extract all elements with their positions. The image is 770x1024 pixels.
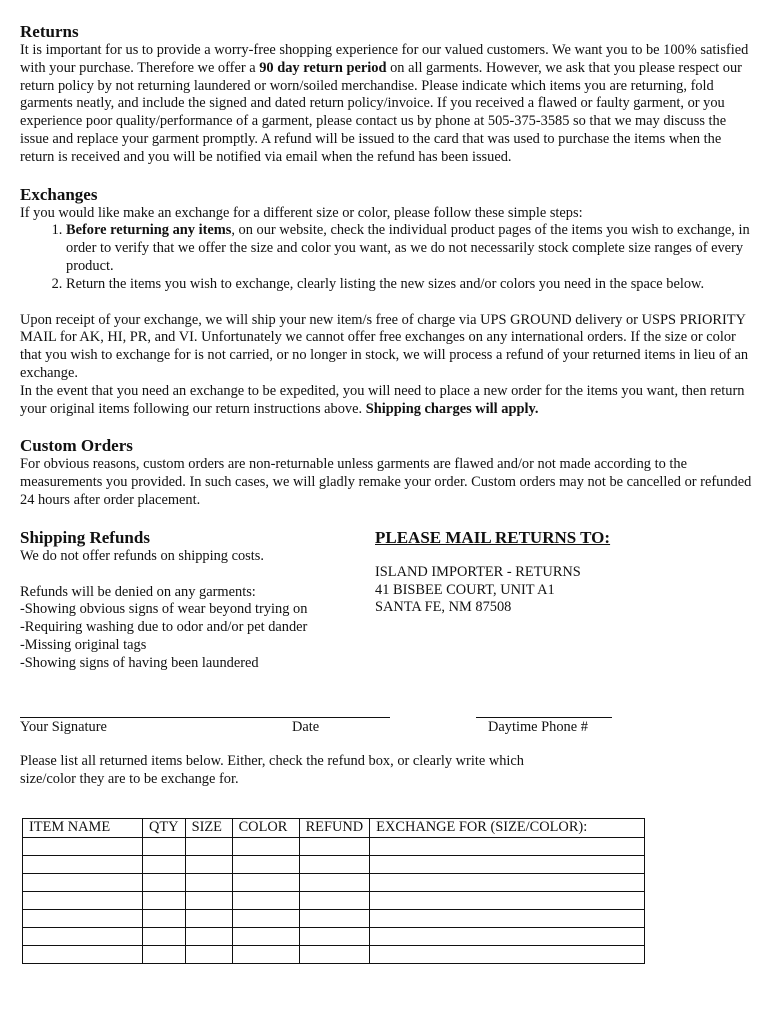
- exchange-for-cell[interactable]: [370, 873, 645, 891]
- shipping-charges-bold: Shipping charges will apply.: [365, 400, 539, 417]
- exchanges-heading: Exchanges: [20, 184, 98, 204]
- color-cell[interactable]: [232, 855, 299, 873]
- size-cell[interactable]: [185, 909, 232, 927]
- qty-cell[interactable]: [143, 891, 186, 909]
- refund-cell[interactable]: [299, 891, 370, 909]
- item-name-cell[interactable]: [23, 873, 143, 891]
- address-line: SANTA FE, NM 87508: [375, 599, 512, 616]
- refund-cell[interactable]: [299, 873, 370, 891]
- exchanges-intro: If you would like make an exchange for a different size or color, please follow these simple steps:: [20, 204, 583, 221]
- size-cell[interactable]: [185, 855, 232, 873]
- table-row: [23, 909, 645, 927]
- header-refund: REFUND: [299, 819, 370, 838]
- size-cell[interactable]: [185, 927, 232, 945]
- returns-paragraph: [20, 42, 752, 167]
- size-cell[interactable]: [185, 873, 232, 891]
- address-line: 41 BISBEE COURT, UNIT A1: [375, 581, 555, 598]
- item-name-cell[interactable]: [23, 855, 143, 873]
- item-name-cell[interactable]: [23, 909, 143, 927]
- custom-orders-heading: Custom Orders: [20, 436, 133, 456]
- table-row: [23, 927, 645, 945]
- step1-text: , on our website, check the individual product pages of the items you wish to exchange, in order to verify that we offer the size and color you want, as we do not necessarily stock complete size ranges of every product.: [66, 222, 750, 274]
- exchange-for-cell[interactable]: [370, 855, 645, 873]
- refund-cell[interactable]: [299, 927, 370, 945]
- shipping-and-mail-columns: [20, 528, 752, 703]
- return-period-bold: 90 day return period: [259, 59, 387, 76]
- mail-returns-section: [375, 528, 735, 617]
- address-line: ISLAND IMPORTER - RETURNS: [375, 563, 581, 580]
- returned-items-table: [22, 818, 645, 964]
- size-cell[interactable]: [185, 945, 232, 963]
- qty-cell[interactable]: [143, 873, 186, 891]
- qty-cell[interactable]: [143, 945, 186, 963]
- list-instructions: Please list all returned items below. Either, check the refund box, or clearly write which size/color they are to be exchange for.: [20, 752, 524, 787]
- table-row: [23, 837, 645, 855]
- returns-heading: Returns: [20, 22, 79, 41]
- color-cell[interactable]: [232, 873, 299, 891]
- exchange-step-1: [66, 222, 752, 275]
- mail-returns-heading: PLEASE MAIL RETURNS TO:: [375, 527, 611, 547]
- header-color: COLOR: [232, 819, 299, 838]
- refund-cell[interactable]: [299, 855, 370, 873]
- item-name-cell[interactable]: [23, 891, 143, 909]
- table-body: [23, 837, 645, 963]
- signature-line[interactable]: [20, 717, 390, 718]
- denied-reason: -Showing obvious signs of wear beyond trying on: [20, 601, 308, 618]
- returns-text-a: It is important for us to provide a worry-free shopping experience for our valued customers. We want you to be 100% satisfied with your purchase. Therefore we offer a: [20, 42, 749, 76]
- date-label: Date: [292, 718, 320, 735]
- exchange-for-cell[interactable]: [370, 945, 645, 963]
- table-row: [23, 855, 645, 873]
- exchanges-paragraph-3: [20, 383, 752, 419]
- custom-orders-text: For obvious reasons, custom orders are non-returnable unless garments are flawed and/or not made according to the measurements you provided. In such cases, we will gladly remake your order. Custom orders may not be cancelled or refunded 24 hours after order placement.: [20, 456, 752, 508]
- color-cell[interactable]: [232, 909, 299, 927]
- exchange-for-cell[interactable]: [370, 891, 645, 909]
- exchange-for-cell[interactable]: [370, 927, 645, 945]
- exchanges-p3-text: In the event that you need an exchange to be expedited, you will need to place a new order for the items you want, then return your original items following our return instructions above.: [20, 382, 745, 417]
- header-item-name: ITEM NAME: [23, 819, 143, 838]
- returns-section: [20, 22, 752, 167]
- exchange-for-cell[interactable]: [370, 837, 645, 855]
- signature-label: Your Signature: [20, 718, 107, 735]
- step1-bold: Before returning any items: [66, 222, 232, 239]
- exchanges-section: [20, 185, 752, 419]
- color-cell[interactable]: [232, 837, 299, 855]
- qty-cell[interactable]: [143, 909, 186, 927]
- refund-cell[interactable]: [299, 837, 370, 855]
- item-name-cell[interactable]: [23, 927, 143, 945]
- denied-reason: -Missing original tags: [20, 636, 147, 653]
- signature-row: [20, 713, 752, 753]
- refund-cell[interactable]: [299, 945, 370, 963]
- header-qty: QTY: [143, 819, 186, 838]
- exchange-for-cell[interactable]: [370, 909, 645, 927]
- custom-orders-section: [20, 436, 752, 509]
- shipping-refunds-line: We do not offer refunds on shipping costs.: [20, 547, 264, 564]
- shipping-refunds-section: [20, 528, 360, 673]
- header-exchange-for: EXCHANGE FOR (SIZE/COLOR):: [370, 819, 645, 838]
- color-cell[interactable]: [232, 891, 299, 909]
- return-policy-document: [20, 22, 752, 788]
- size-cell[interactable]: [185, 891, 232, 909]
- returns-text-b: on all garments. However, we ask that you please respect our return policy by not returning laundered or worn/soiled merchandise. Please indicate which items you are returning, fold garments neatly, and include the signed and dated return policy/invoice. If you received a flawed or faulty garment, or you experience poor quality/performance of a garment, please contact us by phone at 505-375-3585 so that we may discuss the issue and replace your garment promptly. A refund will be issued to the card that was used to purchase the items when the return is received and you will be notified via email when the refund has been issued.: [20, 59, 742, 165]
- color-cell[interactable]: [232, 945, 299, 963]
- table-row: [23, 891, 645, 909]
- exchange-step-2: 2. Return the items you wish to exchange, clearly listing the new sizes and/or colors you need in the space below.: [66, 276, 752, 294]
- qty-cell[interactable]: [143, 855, 186, 873]
- header-size: SIZE: [185, 819, 232, 838]
- denied-reason: -Requiring washing due to odor and/or pet dander: [20, 619, 308, 636]
- denied-reason: -Showing signs of having been laundered: [20, 654, 259, 671]
- color-cell[interactable]: [232, 927, 299, 945]
- denied-intro: Refunds will be denied on any garments:: [20, 583, 256, 600]
- size-cell[interactable]: [185, 837, 232, 855]
- phone-label: Daytime Phone #: [488, 718, 588, 735]
- table-row: [23, 873, 645, 891]
- qty-cell[interactable]: [143, 837, 186, 855]
- exchange-steps: [20, 222, 752, 293]
- phone-line[interactable]: [476, 717, 612, 718]
- item-name-cell[interactable]: [23, 837, 143, 855]
- table-header-row: [23, 819, 645, 838]
- shipping-refunds-heading: Shipping Refunds: [20, 527, 150, 547]
- table-row: [23, 945, 645, 963]
- item-name-cell[interactable]: [23, 945, 143, 963]
- exchanges-paragraph-2: Upon receipt of your exchange, we will ship your new item/s free of charge via UPS GROUND delivery or USPS PRIORITY MAIL for AK, HI, PR, and VI. Unfortunately we cannot offer free exchanges on any international orders. If the size or color that you wish to exchange for is not carried, or no longer in stock, we will process a refund of your returned items in lieu of an exchange.: [20, 311, 749, 381]
- refund-cell[interactable]: [299, 909, 370, 927]
- qty-cell[interactable]: [143, 927, 186, 945]
